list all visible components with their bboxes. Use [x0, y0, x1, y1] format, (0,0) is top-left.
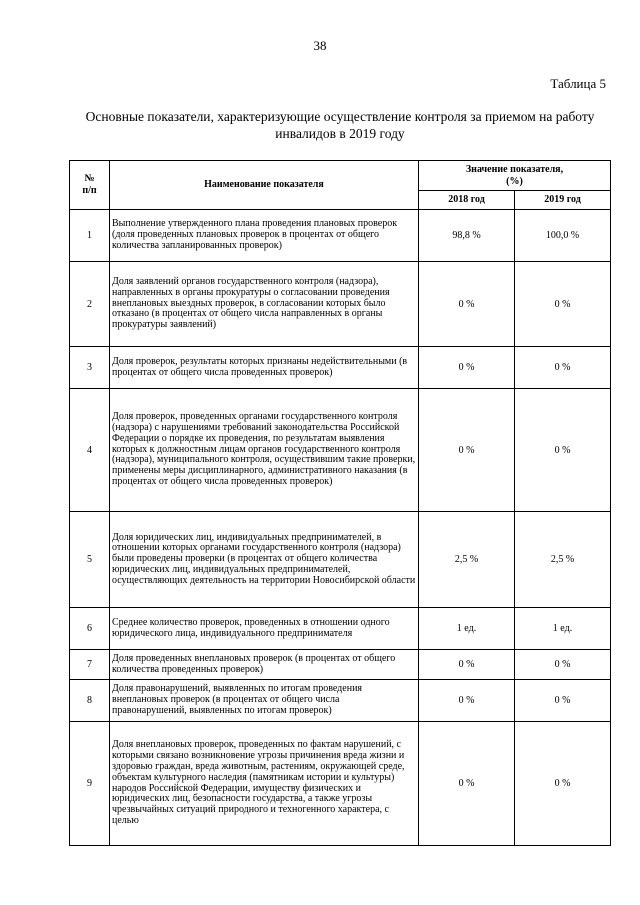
indicator-name: Доля внеплановых проверок, проведенных по фактам нарушений, с которыми связано возникновение угрозы причинения вреда жизни и здоровью граждан, вреда животным, растениям, окружающей среде, объектам культурного наследия (памятникам истории и культуры) народов Российской Федерации, имуществу физических и юридических лиц, безопасности государства, а также угрозы чрезвычайных ситуаций природного и техногенного характера, с целью: [110, 722, 419, 846]
header-year-2018: 2018 год: [419, 191, 515, 210]
row-number: 3: [70, 347, 110, 389]
value-2018: 0 %: [419, 262, 515, 347]
header-year-2019: 2019 год: [515, 191, 611, 210]
value-2018: 1 ед.: [419, 608, 515, 650]
header-value: Значение показателя, (%): [419, 161, 611, 191]
table-row: [70, 210, 611, 262]
value-2018: 0 %: [419, 650, 515, 680]
page-title: Основные показатели, характеризующие осуществление контроля за приемом на работу инвалидов в 2019 году: [85, 109, 595, 141]
row-number: 1: [70, 210, 110, 262]
value-2018: 2,5 %: [419, 512, 515, 608]
value-2019: 0 %: [515, 650, 611, 680]
table-row: [70, 722, 611, 846]
row-number: 5: [70, 512, 110, 608]
value-2018: 0 %: [419, 347, 515, 389]
page-number: 38: [313, 38, 327, 53]
indicator-name: Среднее количество проверок, проведенных в отношении одного юридического лица, индивидуального предпринимателя: [110, 608, 419, 650]
header-name: Наименование показателя: [110, 161, 419, 210]
value-2018: 98,8 %: [419, 210, 515, 262]
indicator-name: Доля юридических лиц, индивидуальных предпринимателей, в отношении которых органами государственного контроля (надзора) были проведены проверки (в процентах от общего количества юридических лиц, индивидуальных предпринимателей, осуществляющих деятельность на территории Новосибирской области: [110, 512, 419, 608]
table-row: [70, 389, 611, 512]
row-number: 6: [70, 608, 110, 650]
table-label: Таблица 5: [550, 76, 606, 91]
value-2019: 1 ед.: [515, 608, 611, 650]
value-2019: 2,5 %: [515, 512, 611, 608]
row-number: 8: [70, 680, 110, 722]
value-2019: 0 %: [515, 680, 611, 722]
table-row: [70, 608, 611, 650]
row-number: 7: [70, 650, 110, 680]
table-row: [70, 347, 611, 389]
indicator-name: Доля заявлений органов государственного контроля (надзора), направленных в органы прокуратуры о согласовании проведения внеплановых выездных проверок, в согласовании которых было отказано (в процентах от общего числа направленных в органы прокуратуры заявлений): [110, 262, 419, 347]
value-2018: 0 %: [419, 722, 515, 846]
indicator-name: Доля проверок, проведенных органами государственного контроля (надзора) с нарушениями требований законодательства Российской Федерации о порядке их проведения, по результатам выявления которых к должностным лицам органов государственного контроля (надзора), муниципального контроля, осуществившим такие проверки, применены меры дисциплинарного, административного наказания (в процентах от общего числа проведенных проверок): [110, 389, 419, 512]
indicators-table: [69, 160, 611, 846]
value-2018: 0 %: [419, 389, 515, 512]
table-row: [70, 262, 611, 347]
value-2019: 0 %: [515, 722, 611, 846]
value-2019: 0 %: [515, 389, 611, 512]
table-row: [70, 512, 611, 608]
row-number: 9: [70, 722, 110, 846]
row-number: 2: [70, 262, 110, 347]
value-2019: 0 %: [515, 347, 611, 389]
value-2018: 0 %: [419, 680, 515, 722]
table-row: [70, 650, 611, 680]
row-number: 4: [70, 389, 110, 512]
indicator-name: Доля правонарушений, выявленных по итогам проведения внеплановых проверок (в процентах от общего числа правонарушений, выявленных по итогам проверок): [110, 680, 419, 722]
indicator-name: Выполнение утвержденного плана проведения плановых проверок (доля проведенных плановых проверок в процентах от общего количества запланированных проверок): [110, 210, 419, 262]
value-2019: 0 %: [515, 262, 611, 347]
indicator-name: Доля проверок, результаты которых признаны недействительными (в процентах от общего числа проведенных проверок): [110, 347, 419, 389]
header-row: [70, 161, 611, 191]
header-num: № п/п: [70, 161, 110, 210]
indicator-name: Доля проведенных внеплановых проверок (в процентах от общего количества проведенных проверок): [110, 650, 419, 680]
value-2019: 100,0 %: [515, 210, 611, 262]
table-row: [70, 680, 611, 722]
